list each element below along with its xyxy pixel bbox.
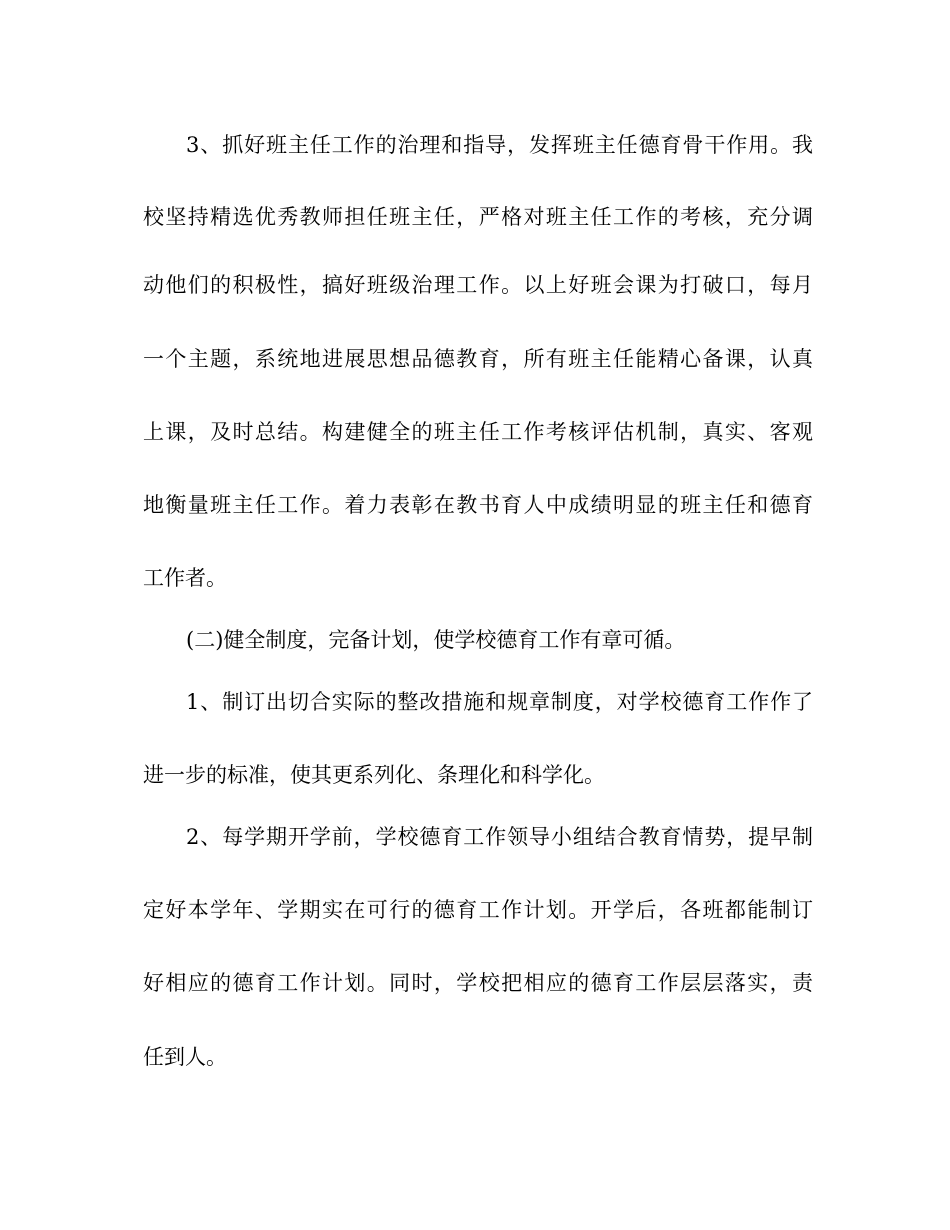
paragraph-3-line-7: 工作者。 — [143, 566, 227, 590]
paragraph-1-line-2: 进一步的标准，使其更系列化、条理化和科学化。 — [143, 763, 605, 787]
paragraph-3-line-2: 校坚持精选优秀教师担任班主任，严格对班主任工作的考核，充分调 — [143, 205, 813, 229]
paragraph-3-line-1: 3、抓好班主任工作的治理和指导，发挥班主任德育骨干作用。我 — [186, 133, 813, 157]
paragraph-2-line-3: 好相应的德育工作计划。同时，学校把相应的德育工作层层落实，责 — [143, 971, 813, 995]
paragraph-2-line-1: 2、每学期开学前，学校德育工作领导小组结合教育情势，提早制 — [186, 825, 813, 849]
paragraph-3-line-4: 一个主题，系统地进展思想品德教育，所有班主任能精心备课，认真 — [143, 347, 813, 371]
paragraph-1-line-1: 1、制订出切合实际的整改措施和规章制度，对学校德育工作作了 — [186, 690, 813, 714]
section-heading-2: (二)健全制度，完备计划，使学校德育工作有章可循。 — [186, 628, 686, 652]
paragraph-2-line-4: 任到人。 — [143, 1045, 227, 1069]
paragraph-3-line-6: 地衡量班主任工作。着力表彰在教书育人中成绩明显的班主任和德育 — [143, 493, 813, 517]
paragraph-3-line-3: 动他们的积极性，搞好班级治理工作。以上好班会课为打破口，每月 — [143, 273, 813, 297]
paragraph-2-line-2: 定好本学年、学期实在可行的德育工作计划。开学后，各班都能制订 — [143, 898, 813, 922]
paragraph-3-line-5: 上课，及时总结。构建健全的班主任工作考核评估机制，真实、客观 — [143, 420, 813, 444]
